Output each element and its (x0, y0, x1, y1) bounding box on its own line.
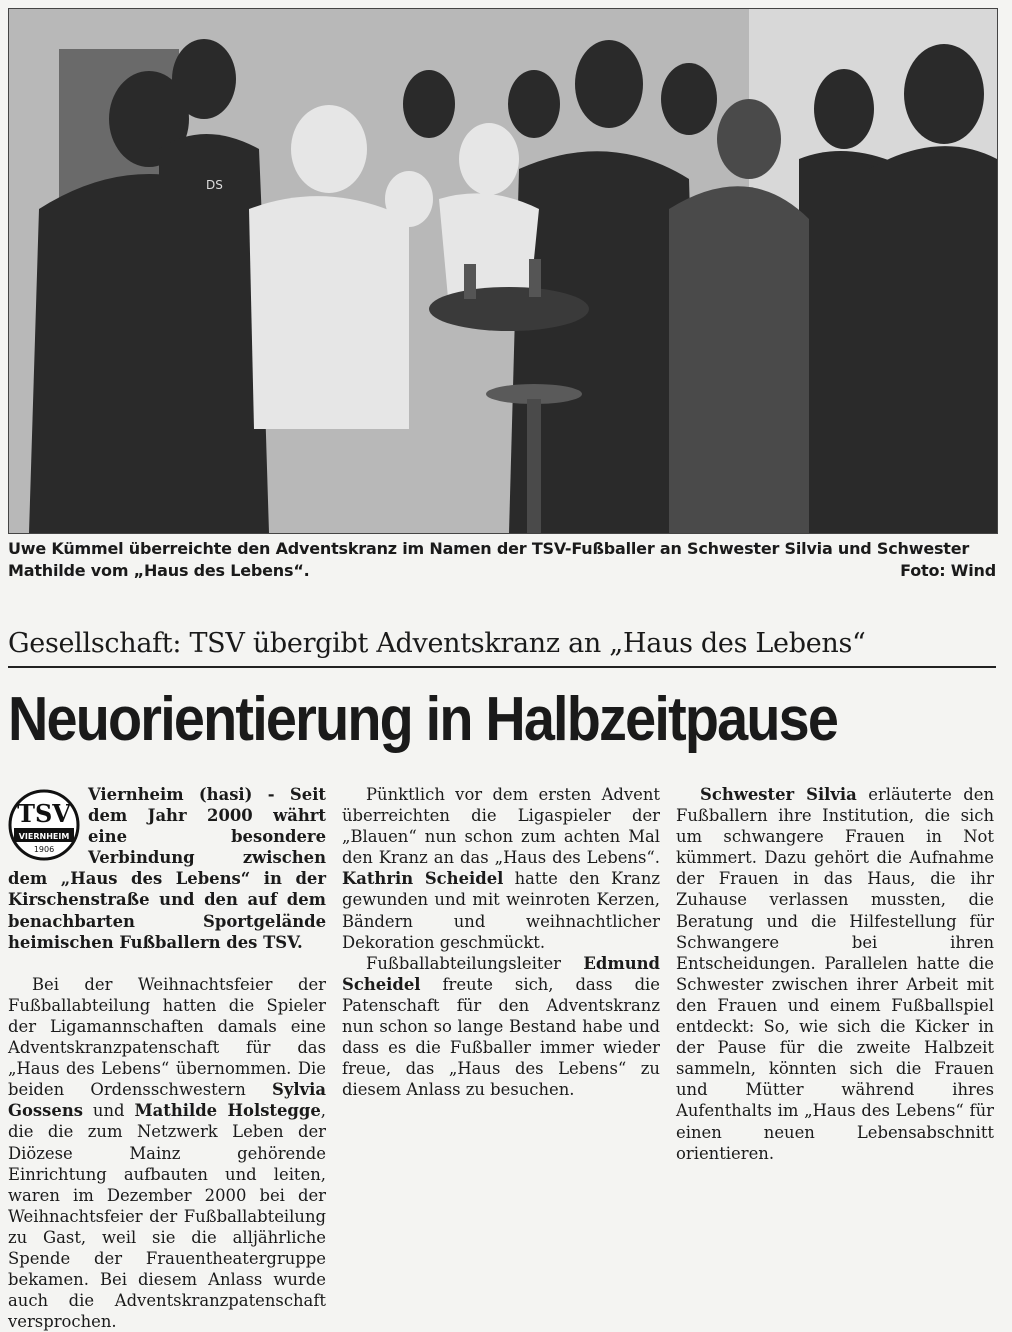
logo-town: VIERNHEIM (18, 832, 70, 841)
person-name: Sylvia Gossens (8, 1080, 326, 1121)
caption-text: Uwe Kümmel überreichte den Adventskranz im Namen der TSV-Fußballer an Schwester Silvia und Schwester Mathilde vom „Haus des Lebens“. (8, 539, 970, 580)
group-photo-icon (9, 9, 997, 533)
text-span: freute sich, dass die Patenschaft für den Adventskranz nun schon so lange Bestand habe und dass es die Fußballer immer wieder freue, das „Haus des Lebens“ zu diesem Anlass zu besuchen. (342, 974, 660, 1100)
paragraph-1 (8, 974, 326, 1332)
kicker: Gesellschaft: TSV übergibt Adventskranz an „Haus des Lebens“ (8, 628, 866, 659)
article-column-2 (342, 784, 660, 1100)
text-span: erläuterte den Fußballern ihre Institution, die sich um schwangere Frauen in Not kümmert. Dazu gehört die Aufnahme der Frauen in das Haus, die ihr Zuhause verlassen mussten, die Beratung und die Hilfestellung für Schwangere bei ihren Entscheidungen. Parallelen hatte die Schwester zwischen ihrer Arbeit mit den Frauen und einem Fußballspiel entdeckt: So, wie sich die Kicker in der Pause für die zweite Halbzeit sammeln, könnten sich die Frauen und Mütter während ihres Aufenthalts im „Haus des Lebens“ für einen neuen Lebensabschnitt orientieren. (676, 785, 994, 1163)
divider (8, 666, 996, 668)
text-span: Bei der Weihnachtsfeier der Fußballabteilung hatten die Spieler der Ligamannschaften damals eine Adventskranzpatenschaft für das „Haus des Lebens“ übernommen. Die beiden Ordensschwestern (8, 974, 326, 1100)
tsv-logo-icon (8, 788, 80, 862)
person-name: Edmund Scheidel (342, 953, 660, 994)
jersey-text: DS (206, 178, 223, 192)
text-span: Pünktlich vor dem ersten Advent überreichten die Ligaspieler der „Blauen“ nun schon zum achten Mal den Kranz an das „Haus des Lebens“. (342, 785, 660, 868)
person-name: Schwester Silvia (700, 785, 857, 804)
headline: Neuorientierung in Halbzeitpause (8, 685, 838, 754)
text-span: hatte den Kranz gewunden und mit weinroten Kerzen, Bändern und weihnachtlicher Dekoration geschmückt. (342, 869, 661, 952)
paragraph (342, 953, 660, 1101)
person-name: Mathilde Holstegge (134, 1101, 321, 1121)
photo-caption (8, 538, 996, 582)
article-column-3 (676, 784, 994, 1164)
person-name: Kathrin Scheidel (342, 869, 504, 889)
photo-credit: Foto: Wind (900, 561, 996, 580)
text-span: Fußballabteilungsleiter (366, 953, 584, 973)
paragraph (342, 784, 660, 953)
article-column-1 (8, 784, 326, 1332)
logo-year: 1906 (33, 845, 55, 854)
text-span: , die die zum Netzwerk Leben der Diözese Mainz gehörende Einrichtung aufbauten und leiten, waren im Dezember 2000 bei der Weihnachtsfeier der Fußballabteilung zu Gast, weil sie die alljährliche Spende der Frauentheatergruppe bekamen. Bei diesem Anlass wurde auch die Adventskranzpatenschaft versprochen. (8, 1101, 326, 1332)
paragraph (676, 784, 994, 1164)
article-lead: Viernheim (hasi) - Seit dem Jahr 2000 währt eine besondere Verbindung zwischen dem „Haus des Lebens“ in der Kirschenstraße und den auf dem benachbarten Sportgelände heimischen Fußballern des TSV. (8, 785, 326, 952)
group-photo (8, 8, 998, 534)
text-span: und (82, 1101, 135, 1121)
logo-letters: TSV (17, 799, 71, 828)
